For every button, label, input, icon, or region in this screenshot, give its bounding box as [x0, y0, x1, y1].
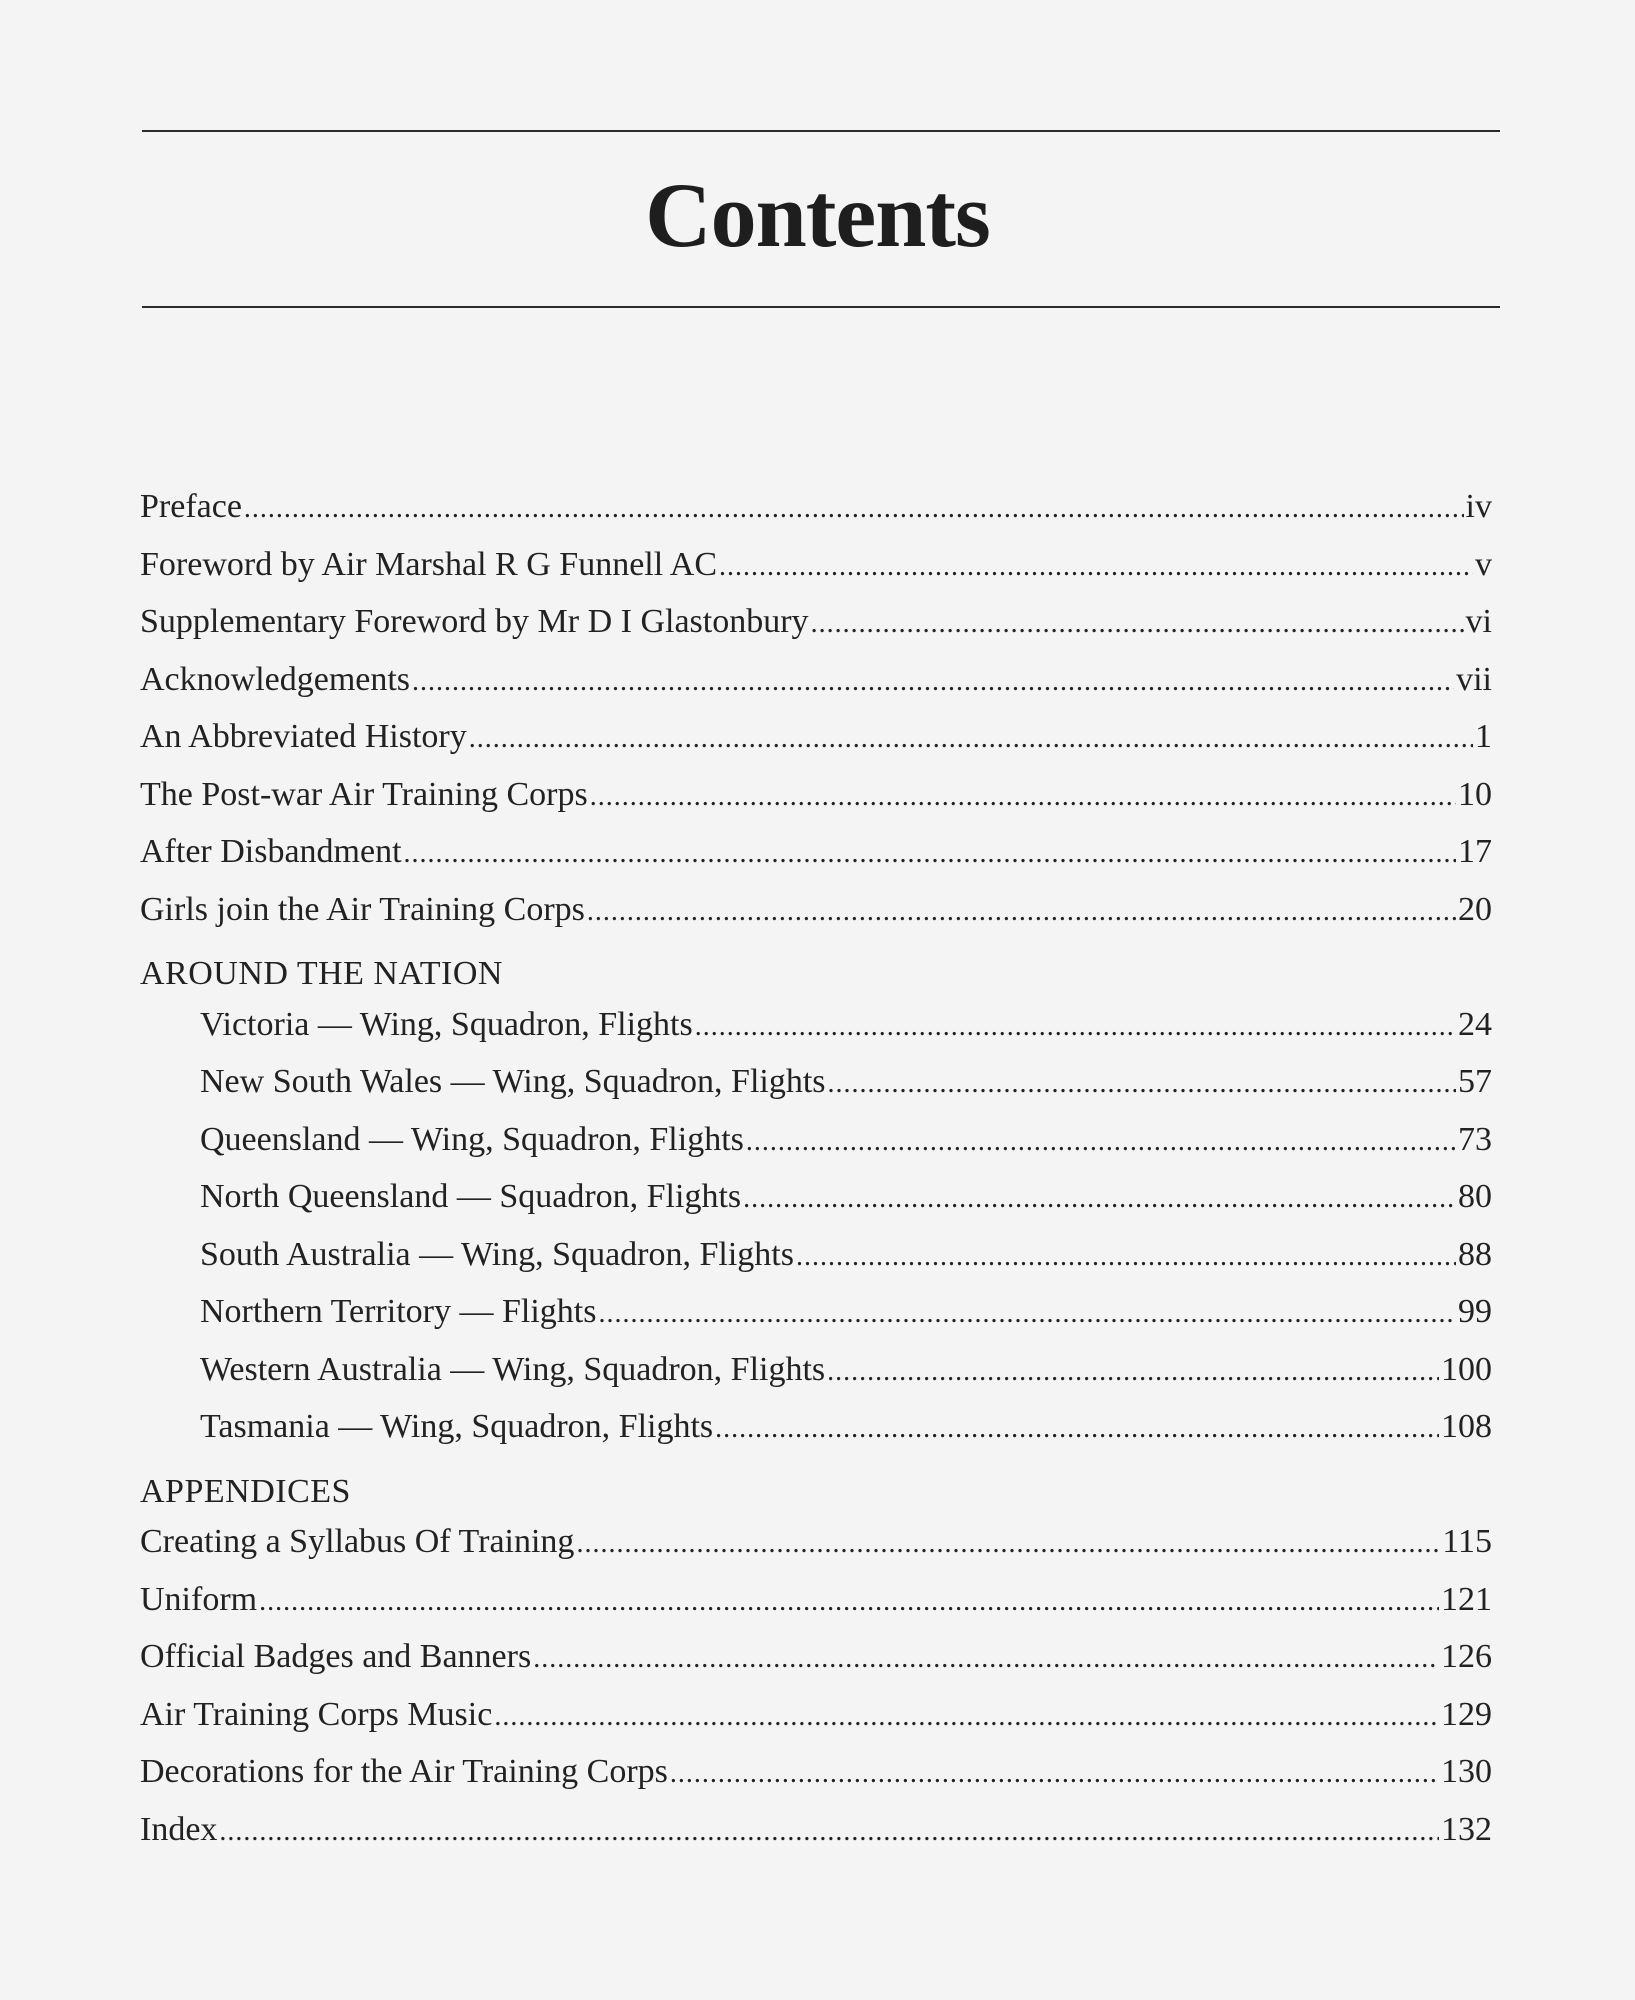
toc-entry-page: 132: [1441, 1810, 1492, 1848]
top-rule: [142, 130, 1500, 132]
dot-leader: [533, 1630, 1439, 1688]
dot-leader: [796, 1228, 1456, 1286]
toc-entry-page: 108: [1441, 1408, 1492, 1445]
dot-leader: [827, 1343, 1439, 1401]
section-heading-appendices: APPENDICES: [140, 1472, 351, 1510]
dot-leader: [743, 1170, 1456, 1228]
toc-entry-queensland[interactable]: [140, 1111, 1492, 1169]
toc-entry-label: Victoria — Wing, Squadron, Flights: [200, 1005, 693, 1043]
toc-entry-label: New South Wales — Wing, Squadron, Flights: [200, 1063, 826, 1100]
toc-entry-label: Supplementary Foreword by Mr D I Glastonbury: [140, 603, 809, 640]
toc-entry-decorations[interactable]: [140, 1743, 1492, 1801]
dot-leader: [811, 595, 1464, 653]
toc-entry-page: 88: [1458, 1235, 1492, 1273]
dot-leader: [719, 538, 1473, 596]
toc-entry-badges-banners[interactable]: [140, 1628, 1492, 1686]
toc-entry-page: 130: [1441, 1753, 1492, 1790]
toc-entry-label: South Australia — Wing, Squadron, Flights: [200, 1235, 794, 1273]
toc-entry-northern-territory[interactable]: [140, 1283, 1492, 1341]
toc-entry-preface[interactable]: [140, 478, 1492, 536]
dot-leader: [587, 883, 1456, 941]
toc-entry-label: Preface: [140, 488, 242, 525]
toc-entry-label: Air Training Corps Music: [140, 1695, 493, 1733]
toc-entry-label: Girls join the Air Training Corps: [140, 890, 585, 928]
toc-entry-label: Acknowledgements: [140, 660, 411, 698]
dot-leader: [219, 1803, 1439, 1861]
toc-entry-label: After Disbandment: [140, 833, 402, 870]
toc-entry-label: The Post-war Air Training Corps: [140, 775, 588, 813]
toc-entry-label: Uniform: [140, 1580, 258, 1618]
toc-entry-supplementary-foreword[interactable]: [140, 593, 1492, 651]
toc-entry-page: vii: [1456, 660, 1492, 698]
toc-entry-page: 80: [1458, 1178, 1492, 1215]
toc-entry-syllabus[interactable]: [140, 1513, 1492, 1571]
toc-entry-label: Tasmania — Wing, Squadron, Flights: [200, 1408, 714, 1445]
toc-entry-north-queensland[interactable]: [140, 1168, 1492, 1226]
toc-entry-page: v: [1475, 545, 1492, 583]
toc-entry-page: iv: [1465, 488, 1492, 525]
dot-leader: [670, 1745, 1439, 1803]
dot-leader: [828, 1055, 1456, 1113]
toc-entry-page: 126: [1441, 1638, 1492, 1675]
dot-leader: [598, 1285, 1456, 1343]
toc-entry-page: 10: [1458, 775, 1492, 813]
dot-leader: [494, 1688, 1439, 1746]
page-title: Contents: [645, 164, 990, 266]
toc-entry-label: Index: [140, 1810, 218, 1848]
toc-entry-new-south-wales[interactable]: [140, 1053, 1492, 1111]
toc-entry-page: 73: [1458, 1120, 1492, 1158]
dot-leader: [746, 1113, 1456, 1171]
toc-entry-label: Queensland — Wing, Squadron, Flights: [200, 1120, 744, 1158]
toc-entry-victoria[interactable]: [140, 996, 1492, 1054]
toc-entry-south-australia[interactable]: [140, 1226, 1492, 1284]
toc-entry-music[interactable]: [140, 1686, 1492, 1744]
toc-entry-abbreviated-history[interactable]: [140, 708, 1492, 766]
toc-entry-label: Northern Territory — Flights: [200, 1293, 597, 1330]
toc-entry-page: 24: [1458, 1005, 1492, 1043]
toc-entry-label: Official Badges and Banners: [140, 1638, 532, 1675]
bottom-rule: [142, 306, 1500, 308]
dot-leader: [404, 825, 1456, 883]
dot-leader: [469, 710, 1473, 768]
dot-leader: [695, 998, 1456, 1056]
toc-entry-tasmania[interactable]: [140, 1398, 1492, 1456]
toc-entry-western-australia[interactable]: [140, 1341, 1492, 1399]
table-of-contents: [140, 478, 1492, 1858]
toc-entry-page: 57: [1458, 1063, 1492, 1100]
toc-entry-page: 20: [1458, 890, 1492, 928]
dot-leader: [244, 480, 1464, 538]
dot-leader: [715, 1400, 1439, 1458]
dot-leader: [259, 1573, 1439, 1631]
toc-entry-label: Foreword by Air Marshal R G Funnell AC: [140, 545, 718, 583]
toc-entry-after-disbandment[interactable]: [140, 823, 1492, 881]
section-heading-around-the-nation: AROUND THE NATION: [140, 955, 503, 992]
toc-entry-page: 121: [1441, 1580, 1492, 1618]
toc-entry-label: An Abbreviated History: [140, 718, 467, 755]
toc-entry-page: 100: [1441, 1350, 1492, 1388]
toc-entry-index[interactable]: [140, 1801, 1492, 1859]
toc-entry-page: 129: [1441, 1695, 1492, 1733]
toc-entry-page: 99: [1458, 1293, 1492, 1330]
toc-entry-label: Decorations for the Air Training Corps: [140, 1753, 668, 1790]
toc-entry-page: 1: [1475, 718, 1492, 755]
dot-leader: [590, 768, 1456, 826]
toc-entry-page: 17: [1458, 833, 1492, 870]
toc-entry-uniform[interactable]: [140, 1571, 1492, 1629]
toc-entry-post-war[interactable]: [140, 766, 1492, 824]
toc-entry-foreword[interactable]: [140, 536, 1492, 594]
dot-leader: [576, 1515, 1440, 1573]
toc-entry-girls-join[interactable]: [140, 881, 1492, 939]
toc-entry-label: Western Australia — Wing, Squadron, Flights: [200, 1350, 826, 1388]
toc-entry-acknowledgements[interactable]: [140, 651, 1492, 709]
dot-leader: [412, 653, 1454, 711]
toc-entry-page: 115: [1442, 1523, 1492, 1560]
toc-entry-label: Creating a Syllabus Of Training: [140, 1523, 575, 1560]
toc-entry-page: vi: [1465, 603, 1492, 640]
toc-entry-label: North Queensland — Squadron, Flights: [200, 1178, 742, 1215]
